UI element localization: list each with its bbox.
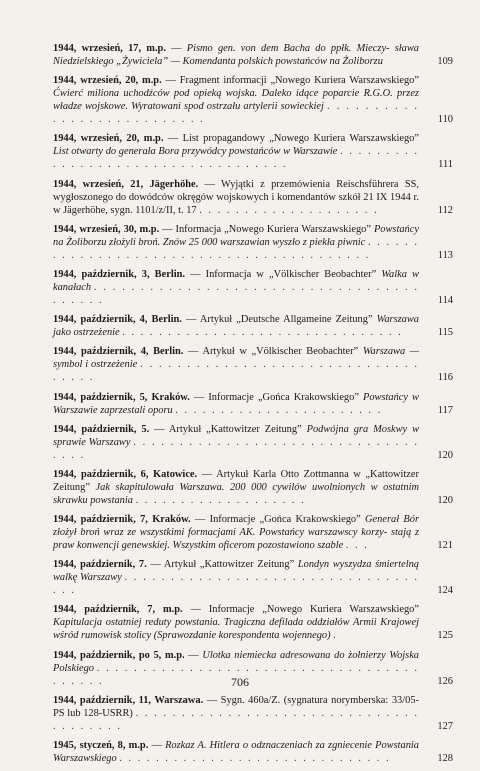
toc-entry xyxy=(53,558,453,597)
entry-page-number: 111 xyxy=(438,159,453,171)
entry-title-italic: Podwójna gra Moskwy w sprawie Warszawy xyxy=(53,423,420,448)
entry-page-number: 121 xyxy=(437,540,453,552)
entry-title-italic: Rozkaz A. Hitlera o odznaczeniach za zgniecenie Powstania Warszawskiego xyxy=(53,740,419,764)
entry-description: Artykuł „Deutsche Allgameine Zeitung” xyxy=(199,314,373,326)
entry-text: 1944, październik, 7, m.p. — Informacje „Nowego Kuriera Warszawskiego” Kapitulacja ostatniej reduty powstania. Tragiczna defilada oddziałów Armii Krajowej wśród rumowisk stolicy (Sprawozdanie korespondenta wojennego) . xyxy=(53,604,419,642)
toc-entry xyxy=(53,513,453,552)
entry-heading: 1944, wrzesień, 20, m.p. xyxy=(53,75,162,87)
toc-entry xyxy=(53,739,453,765)
toc-entry xyxy=(53,345,453,384)
entry-description: Artykuł „Kattowitzer Zeitung” xyxy=(163,559,295,571)
table-of-contents xyxy=(53,42,453,771)
entry-description: Informacje „Gońca Krakowskiego” xyxy=(209,514,361,526)
leader-dots: . . . xyxy=(345,540,369,552)
entry-description: Artykuł w „Völkischer Beobachter” xyxy=(202,346,359,358)
entry-page-number: 114 xyxy=(437,294,453,306)
entry-page-number: 117 xyxy=(437,404,453,416)
entry-description: Informacja w „Völkischer Beobachter” xyxy=(205,268,377,280)
entry-description: Artykuł Karla Otto Zottmanna w „Kattowitzer Zeitung” xyxy=(53,468,419,493)
entry-description: Wyjątki z przemówienia Reischsführera SS, wygłoszonego do dowódców okręgów wojskowych i komendantów szkół 21 IX 1944 r. w Jägerhöhe, sygn. 1101/z/II, t. 17 xyxy=(53,178,419,216)
entry-title-italic: Warszawa — symbol i ostrzeżenie xyxy=(53,346,420,371)
entry-page-number: 116 xyxy=(437,372,453,384)
entry-page-number: 126 xyxy=(437,675,453,687)
entry-page-number: 128 xyxy=(437,753,453,764)
entry-text: 1944, październik, 7, Kraków. — Informacje „Gońca Krakowskiego” Generał Bór złożył broń wraz ze wszystkimi formacjami AK. Powstańcy warszawscy korzy- stają z praw konwencji genewskiej. Wszystkim oficerom pozostawiono szable . . . xyxy=(53,514,419,552)
entry-heading: 1944, październik, 5. xyxy=(53,423,150,435)
toc-entry xyxy=(53,313,453,339)
entry-heading: 1944, wrzesień, 17, m.p. xyxy=(53,43,166,54)
entry-heading: 1944, październik, 4, Berlin. xyxy=(53,346,184,358)
toc-entry xyxy=(53,468,453,507)
entry-heading: 1944, wrzesień, 20, m.p. xyxy=(53,133,164,145)
entry-title-italic: List otwarty do generała Bora przywódcy powstańców w Warszawie xyxy=(53,146,338,158)
entry-text: 1944, wrzesień, 20, m.p. — Fragment informacji „Nowego Kuriera Warszawskiego” Ćwierć miliona uchodźców pod opieką wojska. Daleko idące poparcie R.G.O. przez władze wojskowe. Wyratowani spod ostrzału artylerii sowieckiej . . . . . . . . . . . . . . . . . . . . . . . . . . . xyxy=(53,75,419,126)
toc-entry xyxy=(53,603,453,642)
entry-heading: 1944, październik, 5, Kraków. xyxy=(53,391,190,403)
entry-title-italic: Generał Bór złożył broń wraz ze wszystkimi formacjami AK. Powstańcy warszawscy korzy- stają z praw konwencji genewskiej. Wszystkim oficerom pozostawiono szable xyxy=(53,514,419,552)
entry-text: 1944, wrzesień, 30, m.p. — Informacja „Nowego Kuriera Warszawskiego” Powstańcy na Żoliborzu złożyli broń. Znów 25 000 warszawian wyszło z piekła piwnic . . . . . . . . . . . . . . . . . . . . . . . . . . . . . . . . . . . . . . . . . xyxy=(53,223,419,261)
leader-dots: . . . . . . . . . . . . . . . . . . . . . . . . . . . . . . . . . . . xyxy=(53,146,419,171)
entry-page-number: 109 xyxy=(437,56,453,67)
entry-heading: 1944, październik, 7, Kraków. xyxy=(53,514,191,526)
entry-text: 1944, wrzesień, 20, m.p. — List propagandowy „Nowego Kuriera Warszawskiego” List otwarty do generała Bora przywódcy powstańców w Warszawie . . . . . . . . . . . . . . . . . . . . . . . . . . . . . . . . . . . xyxy=(53,133,419,171)
entry-page-number: 120 xyxy=(437,494,453,506)
entry-title-italic: Jak skapitulowała Warszawa. 200 000 cywilów uwolnionych w ostatnim skrawku powstania xyxy=(53,481,419,506)
entry-page-number: 120 xyxy=(437,449,453,461)
entry-heading: 1944, październik, po 5, m.p. xyxy=(53,649,185,661)
leader-dots: . . . . . . . . . . . . . . . . . . . . . . . xyxy=(175,404,383,416)
entry-description: Informacje „Gońca Krakowskiego” xyxy=(208,391,359,403)
toc-entry xyxy=(53,694,453,733)
entry-text: 1944, październik, 7. — Artykuł „Kattowitzer Zeitung” Londyn wyszydza śmiertelną walkę Warszawy . . . . . . . . . . . . . . . . . . . . . . . . . . . . . . . . . . . xyxy=(53,559,419,597)
entry-description: Informacja „Nowego Kuriera Warszawskiego” xyxy=(175,223,371,235)
entry-page-number: 124 xyxy=(437,585,453,597)
leader-dots: . . . . . . . . . . . . . . . . . . . . . . . . . . . . . . . . . . . . . . . . . xyxy=(53,236,419,261)
entry-text: 1944, październik, 4, Berlin. — Artykuł „Deutsche Allgameine Zeitung” Warszawa jako ostrzeżenie . . . . . . . . . . . . . . . . . . . . . . . . . . . . . . . xyxy=(53,314,420,339)
entry-description: Fragment informacji „Nowego Kuriera Warszawskiego” xyxy=(179,75,419,87)
entry-page-number: 113 xyxy=(437,249,453,261)
entry-heading: 1944, październik, 4, Berlin. xyxy=(53,314,182,326)
entry-title-italic: Kapitulacja ostatniej reduty powstania. Tragiczna defilada oddziałów Armii Krajowej wśród rumowisk stolicy (Sprawozdanie korespondenta wojennego) xyxy=(53,617,419,642)
leader-dots: . . . . . . . . . . . . . . . . . . . . . . . . . . . . . . . . . . . xyxy=(53,436,419,461)
entry-text: 1944, wrzesień, 21, Jägerhöhe. — Wyjątki z przemówienia Reischsführera SS, wygłoszonego do dowódców okręgów wojskowych i komendantów szkół 21 IX 1944 r. w Jägerhöhe, sygn. 1101/z/II, t. 17 . . . . . . . . . . . . . . . . . . . . xyxy=(53,178,419,216)
leader-dots: . . . . . . . . . . . . . . . . . . . . . . . . . . . . . . . . . . . xyxy=(53,572,419,597)
entry-page-number: 127 xyxy=(437,720,453,732)
entry-heading: 1944, wrzesień, 30, m.p. xyxy=(53,223,160,235)
leader-dots: . . . . . . . . . . . . . . . . . . . xyxy=(135,494,306,506)
entry-page-number: 115 xyxy=(437,327,453,339)
entry-heading: 1944, wrzesień, 21, Jägerhöhe. xyxy=(53,178,199,190)
entry-heading: 1944, październik, 3, Berlin. xyxy=(53,268,185,280)
entry-title-italic: Ćwierć miliona uchodźców pod opieką wojska. Daleko idące poparcie R.G.O. przez władze wojskowe. Wyratowani spod ostrzału artylerii sowieckiej xyxy=(53,88,419,113)
leader-dots: . . . . . . . . . . . . . . . . . . . . . . . . . . . . . . . . . . . . . . . . . xyxy=(53,662,419,687)
entry-title-italic: Powstańcy na Żoliborzu złożyli broń. Znów 25 000 warszawian wyszło z piekła piwnic xyxy=(53,223,419,248)
toc-entry xyxy=(53,132,453,171)
entry-title-italic: Ulotka niemiecka adresowana do żołnierzy Wojska Polskiego xyxy=(53,649,420,674)
leader-dots: . . . . . . . . . . . . . . . . . . . . xyxy=(199,204,379,216)
toc-entry xyxy=(53,423,453,462)
entry-text: 1944, październik, 11, Warszawa. — Sygn. 460a/Z. (sygnatura norymberska: 33/05-PS lub 128-USRR) . . . . . . . . . . . . . . . . . . . . . . . . . . . . . . . . . . . . . . . xyxy=(53,694,419,732)
entry-text: 1945, styczeń, 8, m.p. — Rozkaz A. Hitlera o odznaczeniach za zgniecenie Powstania Warszawskiego . . . . . . . . . . . . . . . . . . . . . . . . . . . . . . xyxy=(53,740,419,764)
entry-heading: 1944, październik, 6, Katowice. xyxy=(53,468,198,480)
entry-page-number: 125 xyxy=(437,630,453,642)
entry-description: Sygn. 460a/Z. (sygnatura norymberska: 33/05-PS lub 128-USRR) xyxy=(53,694,419,719)
leader-dots: . xyxy=(333,630,338,642)
entry-description: Artykuł „Kattowitzer Zeitung” xyxy=(168,423,302,435)
entry-text: 1944, październik, 6, Katowice. — Artykuł Karla Otto Zottmanna w „Kattowitzer Zeitung” Jak skapitulowała Warszawa. 200 000 cywilów uwolnionych w ostatnim skrawku powstania . . . . . . . . . . . . . . . . . . . xyxy=(53,468,419,506)
entry-heading: 1945, styczeń, 8, m.p. xyxy=(53,740,149,751)
toc-entry xyxy=(53,74,453,126)
entry-title-italic: Londyn wyszydza śmiertelną walkę Warszawy xyxy=(53,559,419,584)
leader-dots: . . . . . . . . . . . . . . . . . . . . . . . . . . . xyxy=(53,101,419,126)
entry-text: 1944, październik, 5, Kraków. — Informacje „Gońca Krakowskiego” Powstańcy w Warszawie zaprzestali oporu . . . . . . . . . . . . . . . . . . . . . . . xyxy=(53,391,419,416)
entry-title-italic: Warszawa jako ostrzeżenie xyxy=(53,314,420,339)
leader-dots: . . . . . . . . . . . . . . . . . . . . . . . . . . . . . . . xyxy=(122,327,403,339)
leader-dots: . . . . . . . . . . . . . . . . . . . . . . . . . . . . . . xyxy=(119,753,391,764)
entry-description: List propagandowy „Nowego Kuriera Warszawskiego” xyxy=(182,133,419,145)
toc-entry xyxy=(53,268,453,307)
entry-title-italic: Powstańcy w Warszawie zaprzestali oporu xyxy=(53,391,419,416)
entry-heading: 1944, październik, 11, Warszawa. xyxy=(53,694,204,706)
entry-page-number: 110 xyxy=(437,114,453,126)
entry-title-italic: Walka w kanałach xyxy=(53,268,419,293)
toc-entry xyxy=(53,178,453,217)
entry-page-number: 112 xyxy=(437,204,453,216)
toc-entry xyxy=(53,391,453,417)
entry-text: 1944, październik, po 5, m.p. — Ulotka niemiecka adresowana do żołnierzy Wojska Polskiego . . . . . . . . . . . . . . . . . . . . . . . . . . . . . . . . . . . . . . . . . xyxy=(53,649,420,687)
leader-dots: . . . . . . . . . . . . . . . . . . . . . . . . . . . . . . . . . . . . . . . . . xyxy=(53,281,419,306)
page-number: 706 xyxy=(231,675,249,689)
entry-text: 1944, październik, 3, Berlin. — Informacja w „Völkischer Beobachter” Walka w kanałach . . . . . . . . . . . . . . . . . . . . . . . . . . . . . . . . . . . . . . . . . xyxy=(53,268,419,306)
entry-text: 1944, wrzesień, 17, m.p. — Pismo gen. von dem Bacha do ppłk. Mieczy- sława Niedzielskiego „Żywiciela” — Komendanta polskich powstańców na Żoliborzu xyxy=(53,43,419,67)
leader-dots: . . . . . . . . . . . . . . . . . . . . . . . . . . . . . . . . . . . . . . . xyxy=(53,707,419,732)
entry-title-italic: Pismo gen. von dem Bacha do ppłk. Mieczy- sława Niedzielskiego „Żywiciela” — Komendanta polskich powstańców na Żoliborzu xyxy=(53,43,419,67)
entry-text: 1944, październik, 5. — Artykuł „Kattowitzer Zeitung” Podwójna gra Moskwy w sprawie Warszawy . . . . . . . . . . . . . . . . . . . . . . . . . . . . . . . . . . . xyxy=(53,423,420,461)
entry-text: 1944, październik, 4, Berlin. — Artykuł w „Völkischer Beobachter” Warszawa — symbol i ostrzeżenie . . . . . . . . . . . . . . . . . . . . . . . . . . . . . . . . . . . xyxy=(53,346,420,384)
toc-entry xyxy=(53,223,453,262)
entry-heading: 1944, październik, 7, m.p. xyxy=(53,604,183,616)
leader-dots: . . . . . . . . . . . . . . . . . . . . . . . . . . . . . . . . . . . xyxy=(53,359,420,384)
toc-entry xyxy=(53,42,453,68)
entry-heading: 1944, październik, 7. xyxy=(53,559,147,571)
entry-description: Informacje „Nowego Kuriera Warszawskiego” xyxy=(208,604,419,616)
